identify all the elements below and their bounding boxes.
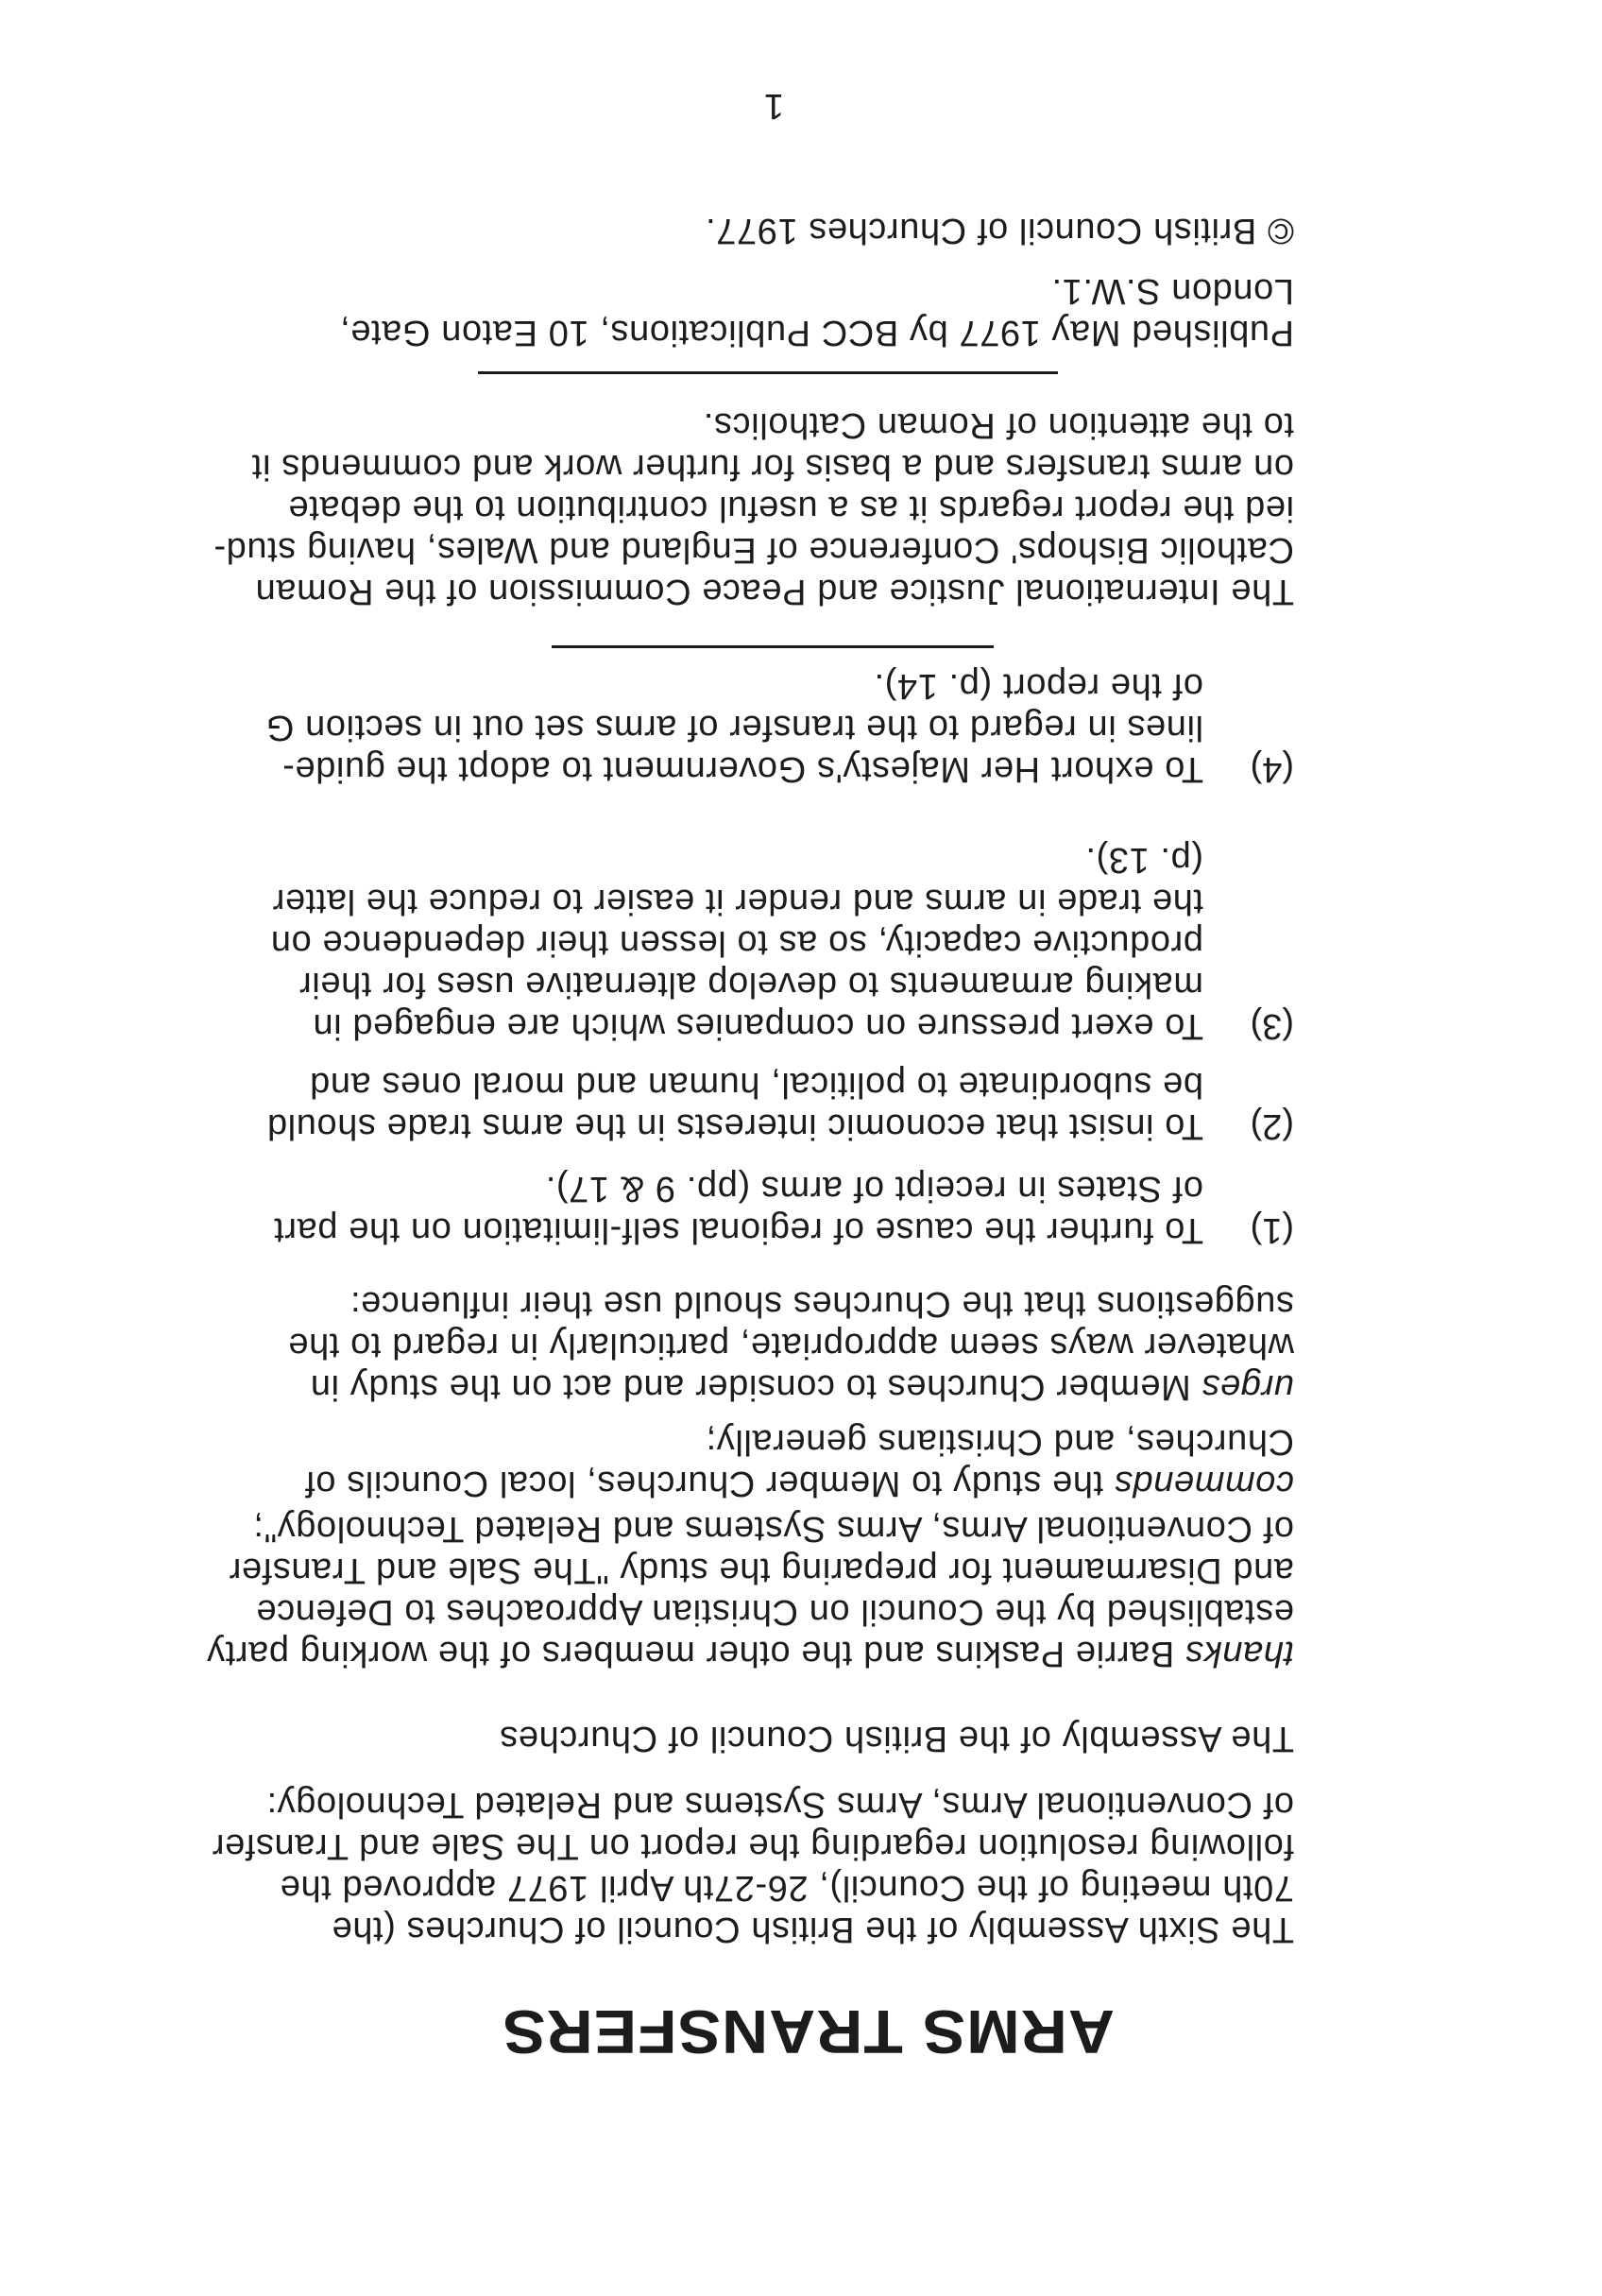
text-line: following resolution regarding the report on The Sale and Transfer <box>212 1826 1294 1866</box>
text-line <box>161 1366 1294 1408</box>
text-line: of Conventional Arms, Arms Systems and Related Technology"; <box>252 1509 1294 1549</box>
text-line: suggestions that the Churches should use their influence: <box>349 1284 1294 1324</box>
text-line: To exert pressure on companies which are engaged in <box>312 1006 1203 1046</box>
thanks-verb: thanks <box>1184 1634 1294 1673</box>
copyright-notice <box>161 210 1294 251</box>
assembly-heading <box>161 1718 1294 1759</box>
text-line: productive capacity, so as to lessen their dependence on <box>270 923 1203 963</box>
item-text <box>270 839 1203 1047</box>
item-number: (2) <box>1250 1106 1294 1146</box>
urges-first-line: Member Churches to consider and act on the study in <box>310 1367 1191 1407</box>
text-line: Catholic Bishops' Conference of England and Wales, having stud- <box>213 530 1294 570</box>
item-number: (1) <box>1250 1210 1294 1250</box>
text-line <box>161 1633 1294 1674</box>
item-text <box>274 1168 1203 1251</box>
page-title: ARMS TRANSFERS <box>502 1996 1115 2066</box>
divider <box>478 371 1058 374</box>
text-line <box>161 1463 1294 1504</box>
text-line: established by the Council on Christian Approaches to Defence <box>255 1592 1294 1632</box>
text-line: making armaments to develop alternative uses for their <box>298 965 1203 1004</box>
text-line: London S.W.1. <box>1050 271 1294 311</box>
text-line: To exhort Her Majesty's Government to adopt the guide- <box>281 749 1203 789</box>
text-line: lines in regard to the transfer of arms set out in section G <box>265 708 1203 747</box>
text-line: To insist that economic interests in the arms trade should <box>266 1106 1203 1146</box>
intro-paragraph <box>161 1784 1294 1950</box>
item-number: (3) <box>1250 1006 1294 1046</box>
text-line: To further the cause of regional self-limitation on the part <box>273 1210 1203 1250</box>
text-line: on arms transfers and a basis for further work and commends it <box>251 447 1294 487</box>
publication-info <box>161 270 1294 353</box>
urges-paragraph <box>161 1283 1294 1408</box>
text-line: ied the report regards it as a useful contribution to the debate <box>287 488 1294 528</box>
text-line: The Assembly of the British Council of Churches <box>499 1719 1294 1758</box>
text-line: The International Justice and Peace Commission of the Roman <box>255 572 1294 611</box>
item-number: (4) <box>1250 749 1294 789</box>
text-line: of Conventional Arms, Arms Systems and Related Technology: <box>265 1785 1294 1825</box>
commends-first-line: the study to Member Churches, local Councils of <box>304 1464 1104 1503</box>
text-line: (p. 13). <box>1084 840 1203 880</box>
commends-verb: commends <box>1114 1464 1294 1503</box>
text-line: The Sixth Assembly of the British Council of Churches (the <box>331 1910 1294 1949</box>
catholic-commission-paragraph <box>161 404 1294 612</box>
text-line: © British Council of Churches 1977. <box>705 211 1294 250</box>
text-line: and Disarmament for preparing the study "The Sale and Transfer <box>229 1551 1294 1590</box>
text-line: 70th meeting of the Council), 26-27th April 1977 approved the <box>280 1868 1294 1908</box>
text-line: whatever ways seem appropriate, particularly in regard to the <box>287 1326 1294 1365</box>
item-text <box>265 665 1203 790</box>
text-line: be subordinate to political, human and moral ones and <box>309 1065 1203 1105</box>
thanks-paragraph <box>161 1508 1294 1674</box>
page-number: 1 <box>763 86 784 126</box>
commends-paragraph <box>161 1421 1294 1504</box>
text-line: Churches, and Christians generally; <box>706 1422 1294 1462</box>
text-line: the trade in arms and render it easier to reduce the latter <box>272 882 1203 921</box>
thanks-first-line: Barrie Paskins and the other members of the working party <box>206 1634 1175 1673</box>
text-line: Published May 1977 by BCC Publications, 10 Eaton Gate, <box>339 313 1294 352</box>
divider <box>552 645 994 648</box>
text-line: to the attention of Roman Catholics. <box>703 405 1294 445</box>
text-line: of the report (p. 14). <box>873 666 1203 706</box>
urges-verb: urges <box>1201 1367 1294 1407</box>
text-line: of States in receipt of arms (pp. 9 & 17). <box>545 1169 1203 1208</box>
item-text <box>266 1064 1203 1147</box>
